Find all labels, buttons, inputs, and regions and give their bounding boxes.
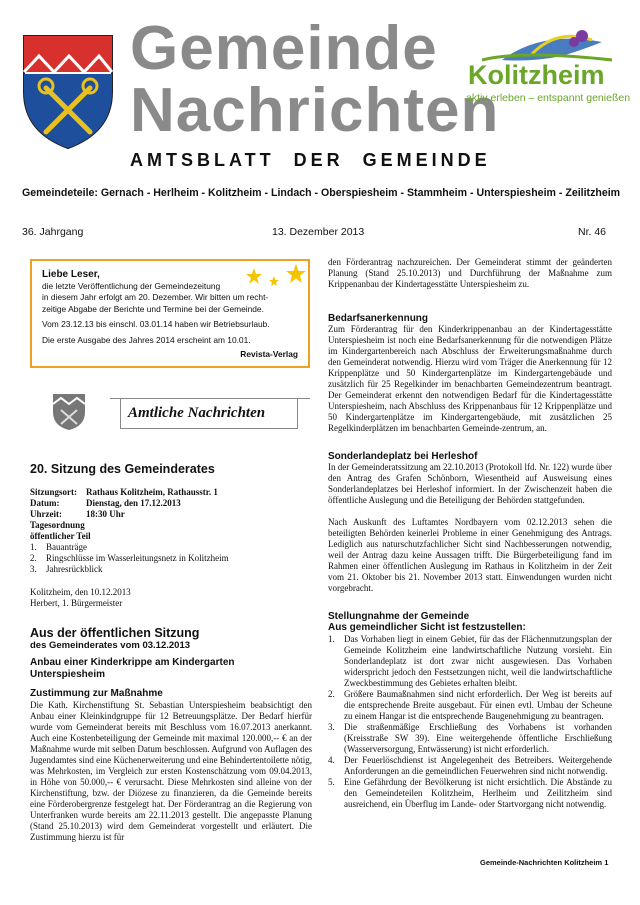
- list-item: 2. Größere Baumaßnahmen sind nicht erforderlich. Der Weg ist bereits auf die entsprechende Breite ausgebaut. Für einen evtl. Umbau der Scheune zu einem Hangar ist die entsprechende Baugenehmigung zu beantragen.: [328, 689, 612, 721]
- krippe-heading: Anbau einer Kinderkrippe am Kindergarten Unterspiesheim: [30, 657, 235, 680]
- agenda-list: [30, 542, 310, 575]
- oeffentlich-label: öffentlicher Teil: [30, 531, 91, 541]
- zustimmung-text: Die Kath. Kirchenstiftung St. Sebastian Unterspiesheim beabsichtigt den Anbau einer Kleinkindgruppe für 12 Betreuungsplätze. Der Bedarf hierfür wurde vom Gemeinderat bereits mit Beschluss vom 16.07.2013 anerkannt. Auch eine Kostenbeteiligung der Gemeinde mit maximal 120.000,-- € an der Maßnahme wurde mit selben Datum beschlossen. Aufgrund von Auflagen des Jugendamtes sind eine Küchenerweiterung und eine Behindertentoilette nötig, was Mehrkosten, im Vergleich zur ersten Kostenschätzung vom 09.04.2013, in Höhe von 50.000,-- € verursacht. Diese Mehrkosten sind alleine von der Kirchenstiftung, bzw. der Diözese zu finanzieren, da die Gemeinde bereits eine Förderobergrenze festgelegt hat. Der Förderantrag an die Regierung von Unterfranken wurde bereits am 22.11.2013 gestellt. Die angepasste Planung (Stand 25.10.2013) wird dem Gemeinderat vorgestellt und erläutert. Die Zustimmung hierzu ist für: [30, 700, 312, 842]
- list-item: 3. Die straßenmäßige Erschließung des Vorhabens ist vorhanden (Kreisstraße SW 39). Eine weitergehende öffentliche Erschließung (Wasserversorgung, Entwässerung) ist nicht erforderlich.: [328, 722, 612, 754]
- agenda-item: 2. Ringschlüsse im Wasserleitungsnetz in Kolitzheim: [30, 553, 229, 563]
- notice-line: Vom 23.12.13 bis einschl. 03.01.14 haben wir Betriebsurlaub.: [42, 319, 270, 329]
- stellungnahme-list: [328, 634, 612, 810]
- sonderlandeplatz-heading: Sonderlandeplatz bei Herleshof: [328, 451, 478, 462]
- sitzung-heading: 20. Sitzung des Gemeinderates: [30, 462, 215, 476]
- stellungnahme-heading: Stellungnahme der Gemeinde Aus gemeindlicher Sicht ist festzustellen:: [328, 611, 526, 633]
- coat-of-arms-logo: [20, 32, 116, 150]
- issue-date: 13. Dezember 2013: [272, 226, 365, 238]
- buergermeister: Herbert, 1. Bürgermeister: [30, 598, 123, 608]
- issue-jahrgang: 36. Jahrgang: [22, 226, 84, 238]
- masthead-subtitle: AMTSBLATT DER GEMEINDE: [130, 150, 491, 170]
- logo-tagline: aktiv erleben – entspannt genießen: [466, 92, 631, 104]
- page-footer: Gemeinde-Nachrichten Kolitzheim 1: [480, 858, 609, 867]
- star-icons: [240, 262, 310, 292]
- ort-datum: Kolitzheim, den 10.12.2013: [30, 587, 131, 597]
- sonder-paragraph: In der Gemeinderatssitzung am 22.10.2013 (Protokoll lfd. Nr. 122) wurde über den Antrag des Grafen Schönborn, Wiesentheid auf Ausweisung eines Sonderlandeplatzes bei Herleshof informiert. In der Zwischenzeit haben die öffentliche Auslegung und die Beteiligung der Behörden stattgefunden.: [328, 462, 612, 505]
- ortsteile-line: Gemeindeteile: Gernach - Herlheim - Kolitzheim - Lindach - Oberspiesheim - Stammheim - Unterspiesheim - Zeilitzheim: [22, 187, 621, 199]
- ort-value: Rathaus Kolitzheim, Rathausstr. 1: [86, 487, 218, 497]
- notice-heading: Liebe Leser,: [42, 269, 100, 280]
- zustimmung-heading: Zustimmung zur Maßnahme: [30, 688, 163, 699]
- amtliche-crest-icon: [45, 390, 105, 432]
- ort-label: Sitzungsort:: [30, 487, 77, 497]
- sitzung-signature: [30, 587, 310, 609]
- amtliche-title: Amtliche Nachrichten: [128, 405, 266, 421]
- notice-signature: Revista-Verlag: [240, 348, 298, 359]
- continuation-text: den Förderantrag nachzureichen. Der Gemeinderat stimmt der geänderten Planung (Stand 25.10.2013) und Durchführung der Maßnahme zum Krippenanbau der Kindertagesstätte Unterspiesheim zu.: [328, 257, 612, 289]
- notice-line: zeitige Abgabe der Berichte und Termine bei der Gemeinde.: [42, 303, 264, 314]
- notice-line: in diesem Jahr erfolgt am 20. Dezember. Wir bitten um recht-: [42, 292, 269, 302]
- notice-line: die letzte Veröffentlichung der Gemeindezeitung: [42, 280, 221, 291]
- datum-label: Datum:: [30, 498, 60, 508]
- datum-value: Dienstag, den 17.12.2013: [86, 498, 181, 508]
- masthead-title-line1: Gemeinde: [130, 14, 438, 83]
- list-item: 1. Das Vorhaben liegt in einem Gebiet, für das der Flächennutzungsplan der Gemeinde Kolitzheim eine landwirtschaftliche Nutzung vorsieht. Ein Sonderlandeplatz ist dort zwar nicht ausgewiesen. Das Vorhaben widerspricht jedoch den Festsetzungen nicht, weil die landwirtschaftliche Zweckbestimmung des Gebietes erhalten bleibt.: [328, 634, 612, 688]
- list-item: 4. Der Feuerlöschdienst ist Angelegenheit des Betreibers. Weitergehende Anforderungen an die gemeindlichen Feuerwehren sind nicht notwendig.: [328, 755, 612, 776]
- uhrzeit-label: Uhrzeit:: [30, 509, 62, 519]
- bedarf-text: Zum Förderantrag für den Kinderkrippenanbau an der Kindertagesstätte Unterspiesheim ist noch eine Bedarfsanerkennung für die notwendigen Plätze im Kindergartenbereich nach Abschluss der Erweiterungsmaßnahme durch den Gemeinderat notwendig. Hierzu wird vom Träger die Anerkennung für 12 Krippenplätze und 50 Kindergartenplätze im Kindergartengebäude und zusätzlich für 25 Regelkinder im benachbarten Gemeindezentrum beantragt. Der Gemeinderat erkennt den notwendigen Bedarf für die Kindertagesstätte Unterspiesheim, nach Abschluss des Krippenanbaus für 12 Krippenplätze und 50 Kindergartenplätze im Kindergartengebäude, mit zusätzlichen 25 Regelkinderplätzen im benachbarten Gemeinde-zentrum, an.: [328, 324, 612, 433]
- agenda-item: 1. Bauanträge: [30, 542, 87, 552]
- sitzung-details: [30, 487, 310, 575]
- bedarf-heading: Bedarfsanerkennung: [328, 313, 429, 324]
- agenda-item: 3. Jahresrückblick: [30, 564, 103, 574]
- logo-name: Kolitzheim: [468, 60, 605, 90]
- notice-line: Die erste Ausgabe des Jahres 2014 erscheint am 10.01.: [42, 334, 251, 345]
- oeffentliche-sitzung-heading: Aus der öffentlichen Sitzung: [30, 626, 200, 640]
- tagesordnung-label: Tagesordnung: [30, 520, 85, 530]
- issue-number: Nr. 46: [578, 226, 607, 238]
- sonder-paragraph: Nach Auskunft des Luftamtes Nordbayern vom 02.12.2013 sehen die beteiligten Behörden keinerlei Probleme in einer Genehmigung des Antrags. Lediglich aus naturschutzfachlicher Sicht sind Nachbesserungen notwendig, weil der Antrag dazu keine Aussagen trifft. Die Bürgerbeteiligung fand im Rahmen einer öffentlichen Auslegung im Rathaus in Kolitzheim in der Zeit vom 21. Oktober bis 21. November 2013 statt. Einwendungen wurden nicht vorgebracht.: [328, 517, 612, 593]
- masthead-title-line2: Nachrichten: [130, 76, 500, 145]
- uhrzeit-value: 18:30 Uhr: [86, 509, 125, 519]
- sonderlandeplatz-text: [328, 462, 612, 594]
- list-item: 5. Eine Gefährdung der Bevölkerung ist nicht ersichtlich. Die Abstände zu den Gemeindeteilen Kolitzheim, Herlheim und Zeilitzheim sind ausreichend, ein Überflug im Lande- oder Startvorgang nicht notwendig.: [328, 777, 612, 809]
- oeffentliche-sitzung-subheading: des Gemeinderates vom 03.12.2013: [30, 640, 191, 651]
